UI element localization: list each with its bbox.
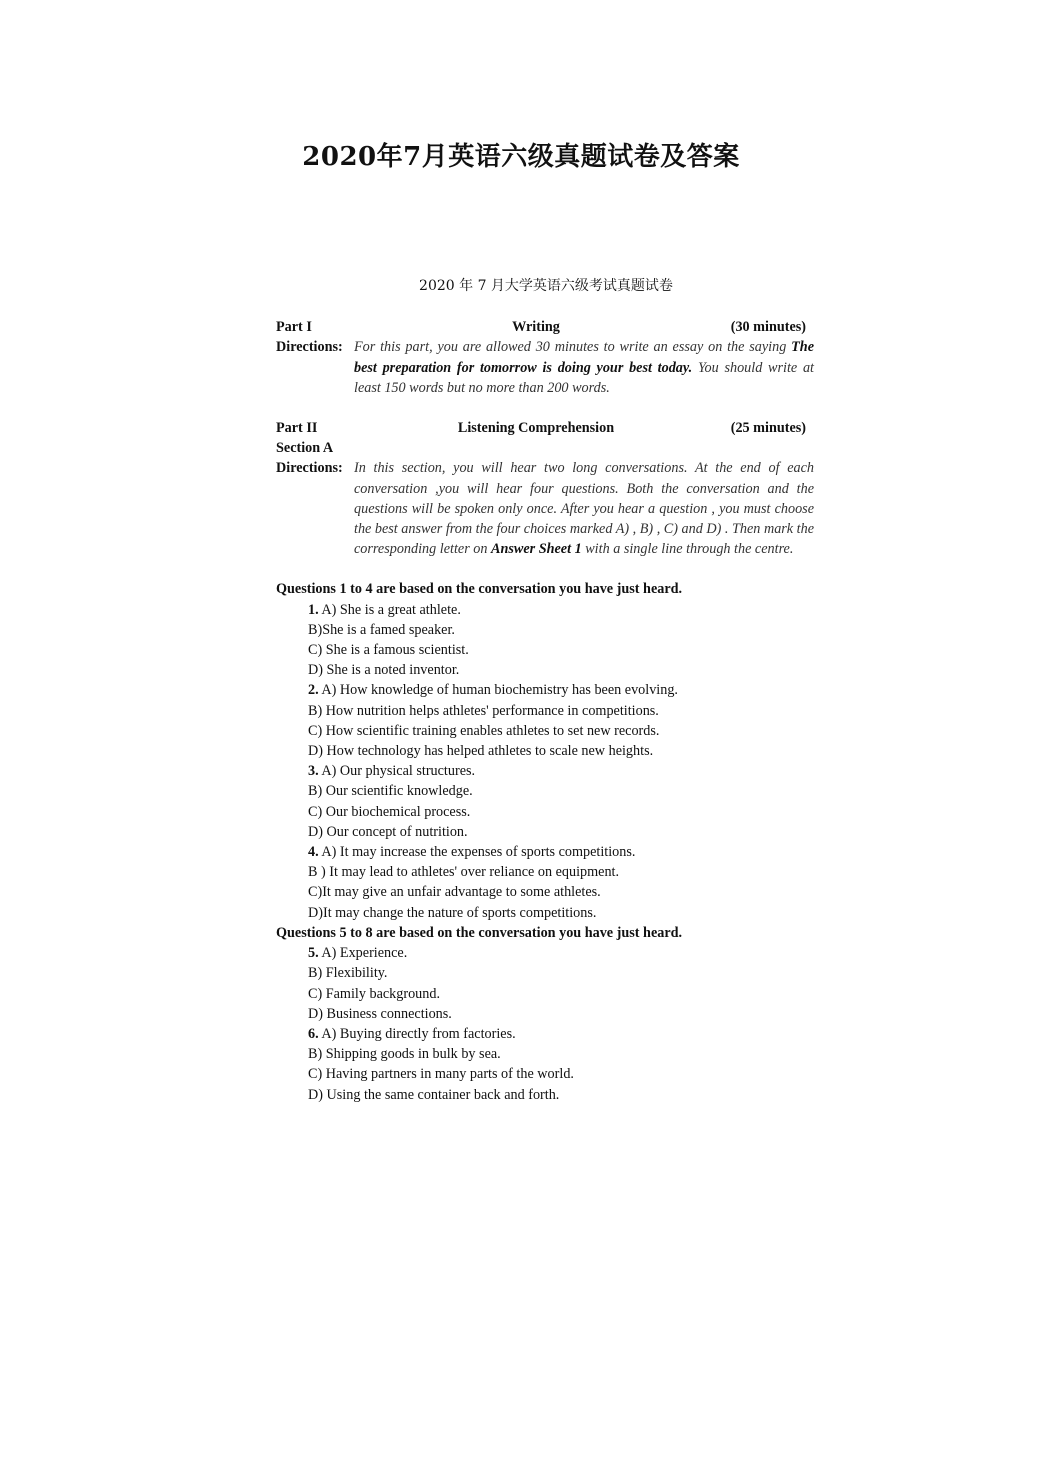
option-text: A) She is a great athlete. — [318, 601, 461, 618]
part2-directions-bold: Answer Sheet 1 — [491, 541, 582, 558]
part1-title: Writing — [512, 319, 560, 336]
part1-directions-pre: For this part, you are allowed 30 minutes to write an essay on the saying — [354, 339, 792, 356]
question-4-number: 4. — [308, 844, 319, 861]
question-5-number: 5. — [308, 945, 319, 962]
part2-directions-pre: In this section, you will hear two long conversations. At the end of each conversation ,you will hear four questions. Both the conversation and the questions will be spoken only once. After you hear a question , you must choose the best answer from the four choices marked A) , B) , C) and D) . Then mark the corresponding letter on — [354, 460, 814, 558]
part2-title: Listening Comprehension — [457, 420, 615, 437]
question-1-number: 1. — [308, 601, 319, 618]
question-2-option-d: D) How technology has helped athletes to scale new heights. — [308, 743, 654, 760]
part1-directions-post: You should write at least 150 words but no more than 200 words. — [354, 359, 814, 396]
question-1-option-d: D) She is a noted inventor. — [308, 662, 460, 679]
part1-directions — [276, 337, 816, 398]
part2-directions-text — [354, 458, 814, 559]
question-1-option-a — [308, 600, 816, 620]
question-6-option-c: C) Having partners in many parts of the world. — [308, 1066, 574, 1083]
option-text: A) Experience. — [318, 945, 408, 962]
part2-time: (25 minutes) — [730, 420, 806, 437]
option-text: A) How knowledge of human biochemistry has been evolving. — [318, 682, 678, 699]
question-5-option-b: B) Flexibility. — [308, 965, 388, 982]
question-3-option-a — [308, 761, 816, 781]
option-text: A) Buying directly from factories. — [318, 1025, 516, 1042]
part2-header — [276, 418, 816, 438]
part2-directions-label: Directions: — [276, 460, 343, 477]
question-4-option-d: D)It may change the nature of sports competitions. — [308, 904, 597, 921]
part1-directions-label: Directions: — [276, 339, 343, 356]
part1-directions-bold: The best preparation for tomorrow is doing your best today. — [354, 339, 814, 376]
option-text: A) It may increase the expenses of sports competitions. — [318, 844, 636, 861]
question-3-option-d: D) Our concept of nutrition. — [308, 823, 468, 840]
part1-name: Part I — [276, 319, 312, 336]
section-a-label: Section A — [276, 440, 334, 457]
question-3-option-b: B) Our scientific knowledge. — [308, 783, 473, 800]
question-1-option-c: C) She is a famous scientist. — [308, 642, 469, 659]
part1-directions-text — [354, 337, 814, 398]
part2-name: Part II — [276, 420, 318, 437]
question-5-option-d: D) Business connections. — [308, 1005, 452, 1022]
option-text: A) Our physical structures. — [318, 763, 476, 780]
paper-title: 2020 年 7 月大学英语六级考试真题试卷 — [419, 278, 673, 294]
question-4-option-c: C)It may give an unfair advantage to some athletes. — [308, 884, 601, 901]
part1-time: (30 minutes) — [730, 319, 806, 336]
question-5-option-c: C) Family background. — [308, 985, 441, 1002]
part2-directions — [276, 458, 816, 559]
question-3-number: 3. — [308, 763, 319, 780]
question-2-option-b: B) How nutrition helps athletes' performance in competitions. — [308, 702, 659, 719]
questions-5-8-heading: Questions 5 to 8 are based on the conversation you have just heard. — [276, 924, 683, 941]
question-2-option-c: C) How scientific training enables athletes to set new records. — [308, 722, 660, 739]
part2-directions-post: with a single line through the centre. — [581, 541, 794, 558]
question-6-option-d: D) Using the same container back and forth. — [308, 1086, 560, 1103]
question-1-option-b: B)She is a famed speaker. — [308, 621, 455, 638]
part1-header — [276, 317, 816, 337]
question-4-option-a — [308, 842, 816, 862]
scanned-exam-page — [276, 276, 816, 1105]
questions-5-8-list — [276, 943, 816, 1105]
question-2-number: 2. — [308, 682, 319, 699]
questions-1-4-heading: Questions 1 to 4 are based on the conversation you have just heard. — [276, 581, 683, 598]
questions-1-4-list — [276, 600, 816, 923]
question-6-option-b: B) Shipping goods in bulk by sea. — [308, 1046, 501, 1063]
question-2-option-a — [308, 680, 816, 700]
question-6-option-a — [308, 1024, 816, 1044]
question-6-number: 6. — [308, 1025, 319, 1042]
question-5-option-a — [308, 943, 816, 963]
document-title: 2020年7月英语六级真题试卷及答案 — [302, 142, 740, 172]
question-4-option-b: B ) It may lead to athletes' over reliance on equipment. — [308, 864, 620, 881]
question-3-option-c: C) Our biochemical process. — [308, 803, 471, 820]
